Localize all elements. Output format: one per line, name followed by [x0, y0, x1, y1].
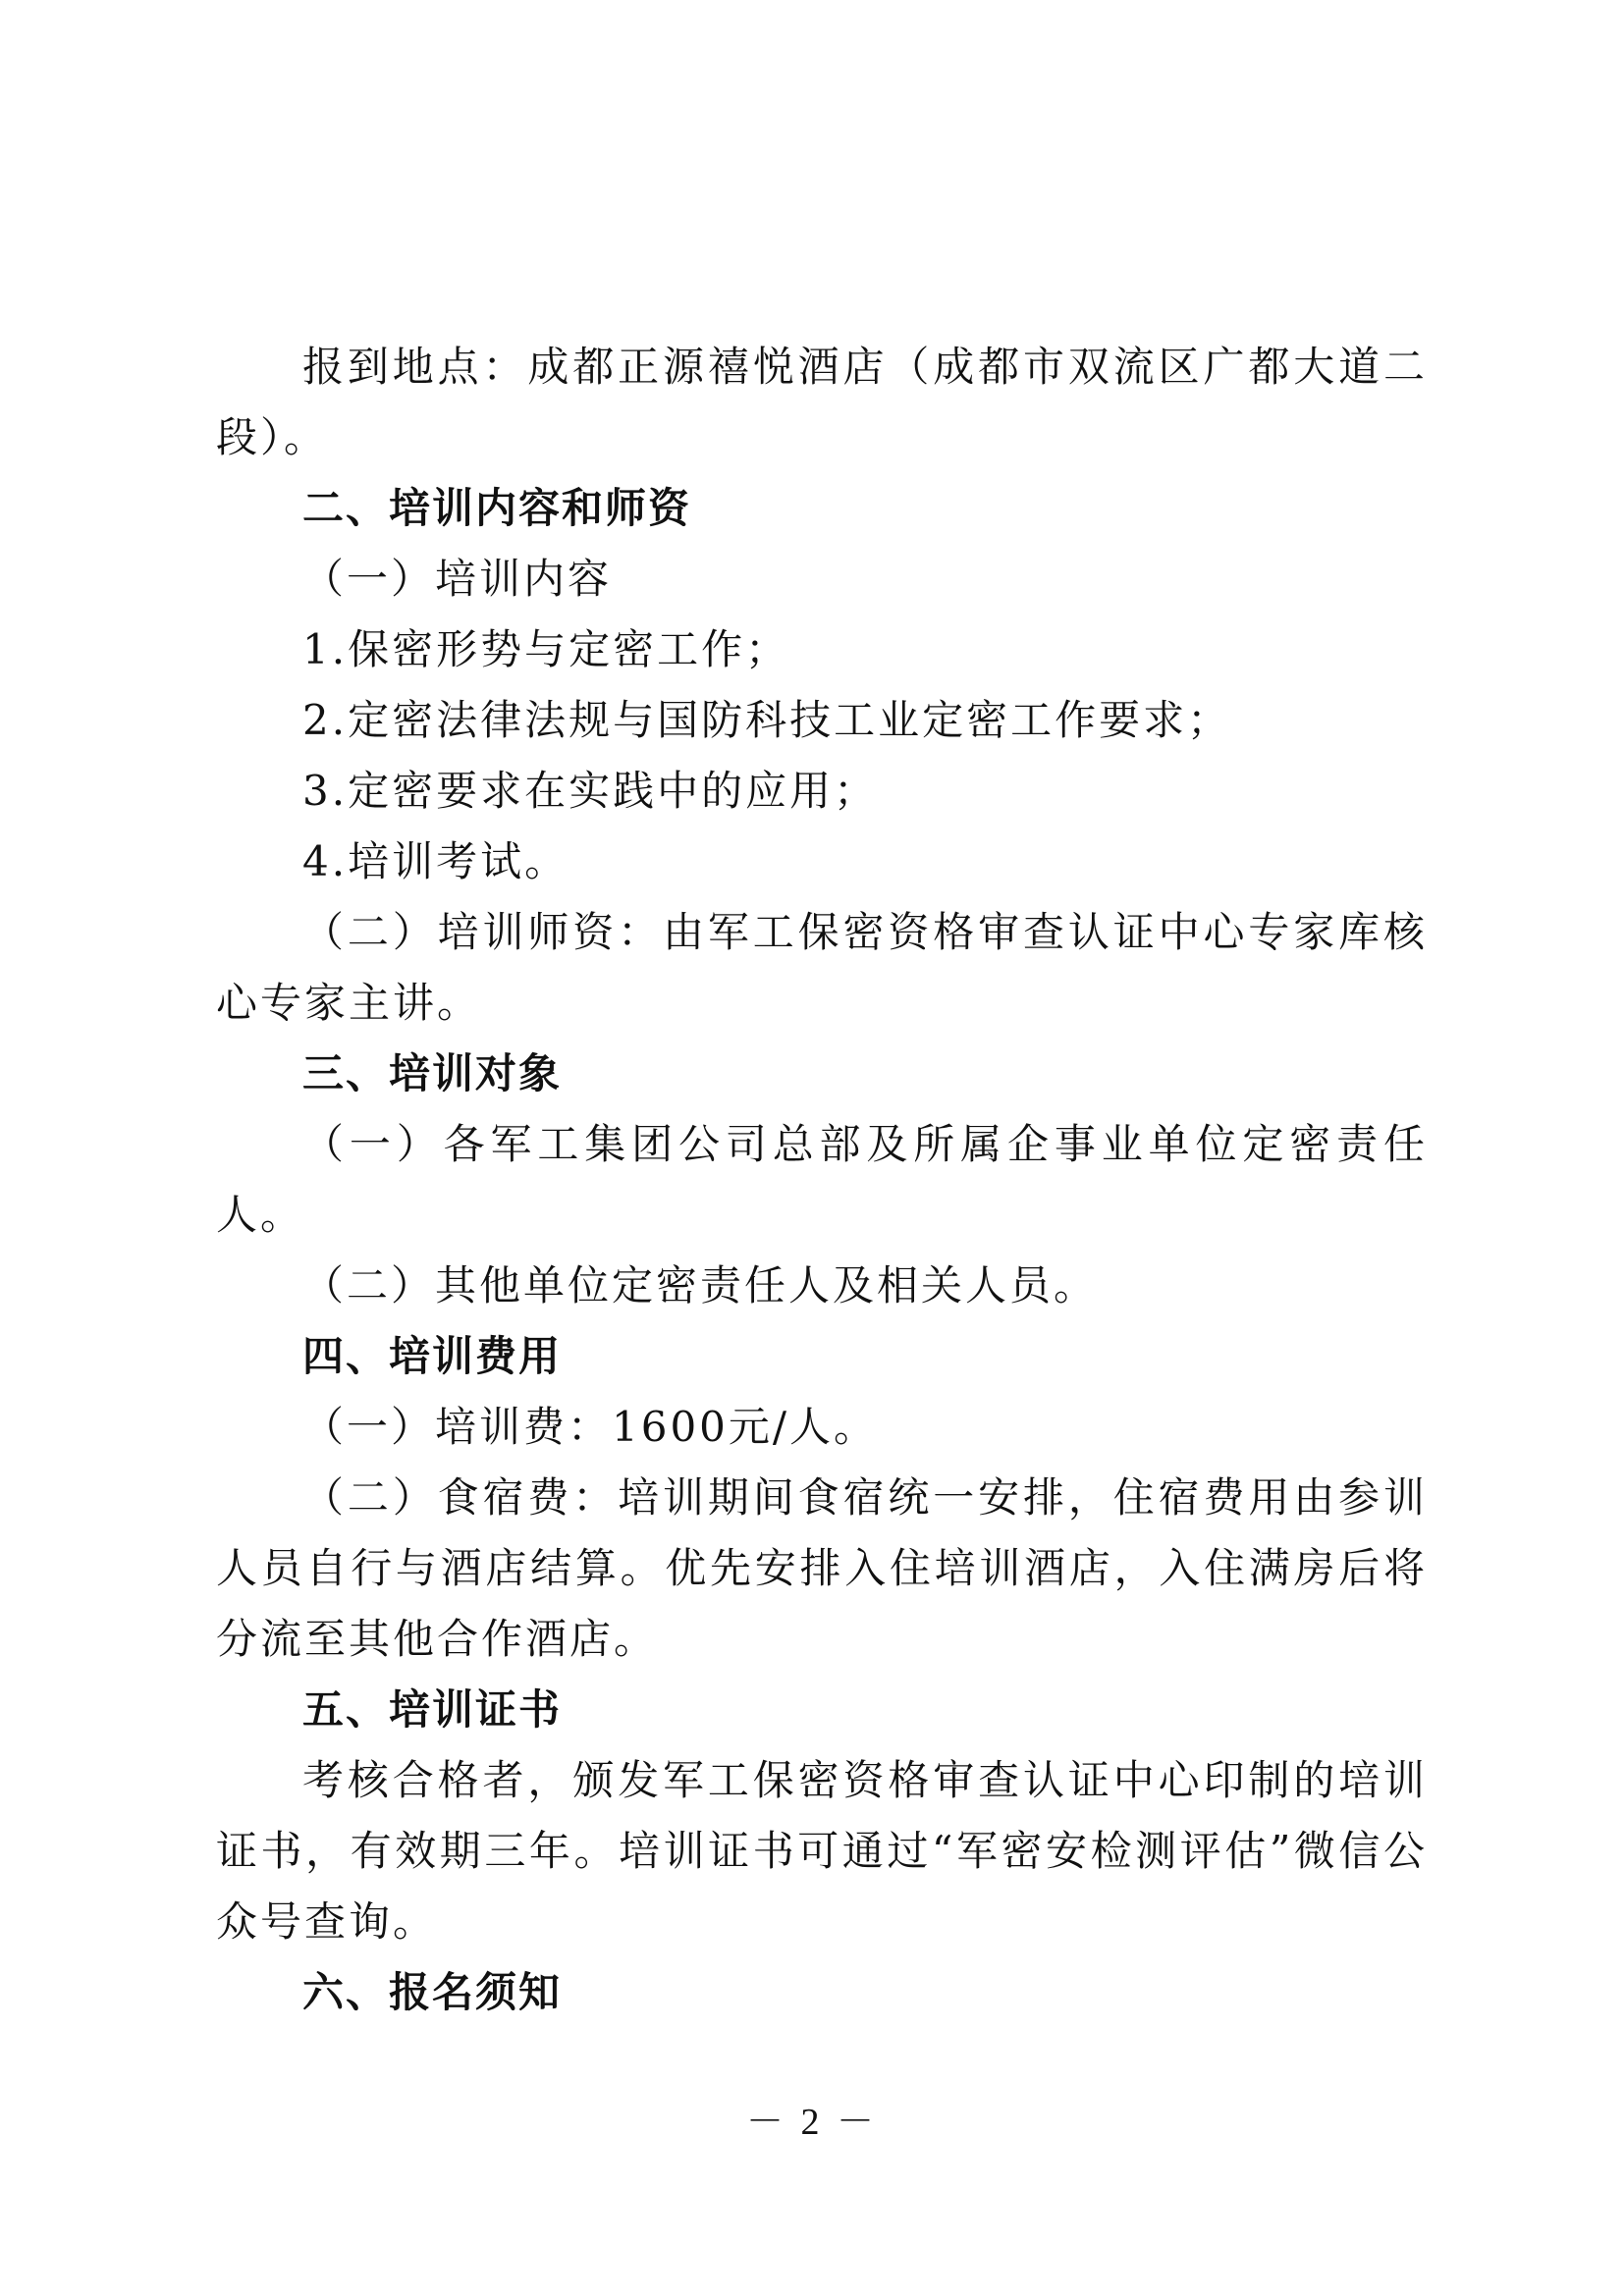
- document-body: [216, 332, 1428, 2028]
- subsection-training-content: （一）培训内容: [302, 555, 613, 603]
- list-item: 2.定密法律法规与国防科技工业定密工作要求；: [302, 696, 1232, 744]
- paragraph-trainees-1: （一）各军工集团公司总部及所属企事业单位定密责任人。: [216, 1120, 1428, 1239]
- paragraph-trainees-2: （二）其他单位定密责任人及相关人员。: [302, 1261, 1099, 1309]
- paragraph-certificate: 考核合格者，颁发军工保密资格审查认证中心印制的培训证书，有效期三年。培训证书可通过“军密安检测评估”微信公众号查询。: [216, 1756, 1428, 1946]
- list-item: 3.定密要求在实践中的应用；: [302, 767, 879, 815]
- section-heading-certificate: 五、培训证书: [302, 1685, 563, 1734]
- paragraph-instructors: （二）培训师资：由军工保密资格审查认证中心专家库核心专家主讲。: [216, 908, 1428, 1027]
- section-heading-fees: 四、培训费用: [302, 1332, 563, 1380]
- list-item: 1.保密形势与定密工作；: [302, 625, 790, 673]
- paragraph-training-fee: （一）培训费：1600元/人。: [302, 1403, 879, 1451]
- paragraph-venue: 报到地点：成都正源禧悦酒店（成都市双流区广都大道二段）。: [216, 343, 1428, 461]
- section-heading-trainees: 三、培训对象: [302, 1049, 563, 1097]
- list-item: 4.培训考试。: [302, 837, 569, 885]
- paragraph-accommodation-fee: （二）食宿费：培训期间食宿统一安排，住宿费用由参训人员自行与酒店结算。优先安排入住培训酒店，入住满房后将分流至其他合作酒店。: [216, 1473, 1428, 1663]
- page-number: － 2 －: [745, 2102, 878, 2143]
- section-heading-registration: 六、报名须知: [302, 1968, 563, 2016]
- section-heading-training-content: 二、培训内容和师资: [302, 484, 692, 532]
